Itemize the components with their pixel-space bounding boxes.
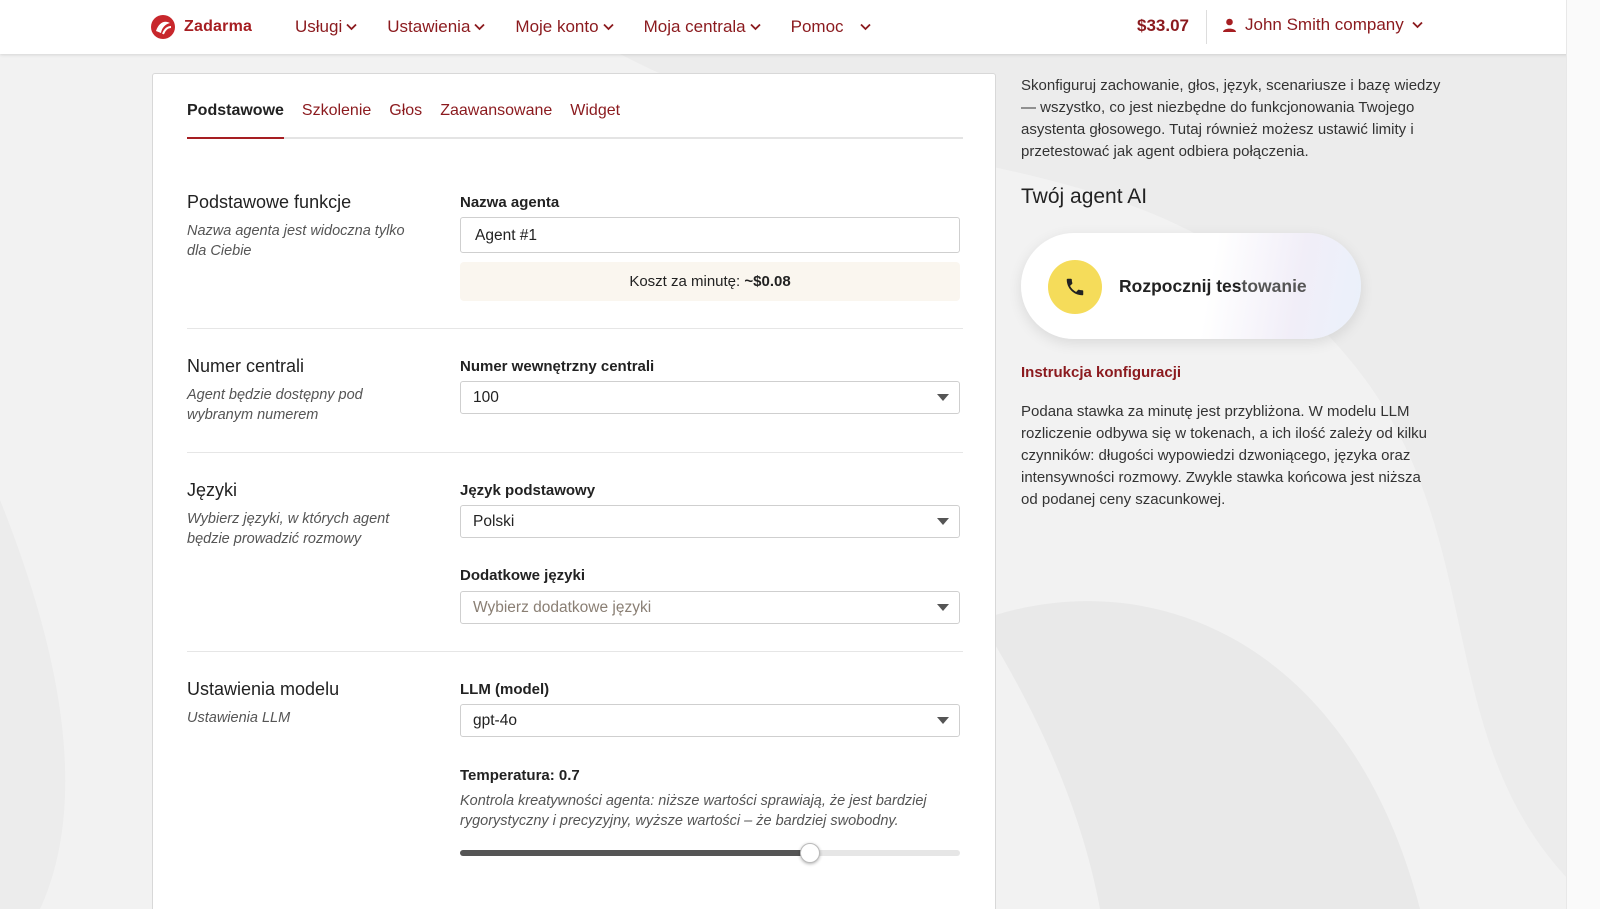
nav-item-label: Usługi: [295, 17, 343, 36]
slider-thumb[interactable]: [800, 843, 820, 863]
nav-item-label: Pomoc: [790, 17, 844, 36]
section-title: Ustawienia modelu: [187, 679, 340, 699]
section-description: Nazwa agenta jest widoczna tylko dla Ciebie: [187, 223, 405, 259]
chevron-down-icon: [603, 23, 614, 31]
agent-name-label: Nazwa agenta: [460, 194, 560, 211]
primary-language-label: Język podstawowy: [460, 482, 596, 499]
logo-text: Zadarma: [184, 18, 253, 35]
section-description: Wybierz języki, w których agent będzie prowadzić rozmowy: [187, 511, 390, 547]
cost-per-minute: [460, 262, 960, 301]
temperature-label: Temperatura: 0.7: [460, 767, 580, 784]
section-title: Języki: [187, 480, 238, 500]
temperature-slider[interactable]: [460, 850, 960, 856]
chevron-down-icon: [474, 23, 485, 31]
chevron-down-icon: [860, 23, 871, 31]
section-divider: [187, 651, 963, 652]
pricing-note: Podana stawka za minutę jest przybliżona. W modelu LLM rozliczenie odbywa się w tokenach, a ich ilość zależy od kilku czynników: długości wypowiedzi dzwoniącego, języka oraz intensywności rozmowy. Zwykle stawka końcowa jest niższa od podanej ceny szacunkowej.: [1021, 403, 1428, 508]
cost-label: Koszt za minutę:: [629, 273, 741, 290]
right-panel: [1021, 75, 1441, 508]
additional-languages-placeholder: Wybierz dodatkowe języki: [473, 599, 652, 616]
account-menu[interactable]: [1222, 15, 1423, 35]
caret-down-icon: [937, 518, 949, 525]
section-title: Podstawowe funkcje: [187, 192, 352, 212]
test-label-main: Rozpocznij tes: [1119, 276, 1242, 296]
extension-label: Numer wewnętrzny centrali: [460, 358, 655, 375]
section-description: Ustawienia LLM: [187, 710, 291, 726]
nav-item-label: Moja centrala: [643, 17, 746, 36]
tab-zaawansowane[interactable]: Zaawansowane: [440, 102, 553, 119]
section-description: Agent będzie dostępny pod wybranym numerem: [187, 387, 363, 423]
nav-item-pomoc[interactable]: [791, 17, 871, 37]
start-testing-label: [1119, 276, 1307, 297]
user-icon: [1222, 18, 1237, 33]
slider-fill: [460, 850, 810, 856]
primary-language-select[interactable]: [460, 505, 960, 538]
primary-language-value: Polski: [473, 513, 515, 530]
extension-value: 100: [473, 389, 499, 406]
test-label-fade: towanie: [1241, 276, 1307, 296]
agent-title: Twój agent AI: [1021, 185, 1148, 208]
nav-item-uslugi[interactable]: [295, 17, 357, 37]
caret-down-icon: [937, 717, 949, 724]
chevron-down-icon: [750, 23, 761, 31]
phone-icon: [1064, 276, 1086, 298]
page-scrollbar[interactable]: [1566, 0, 1600, 909]
cost-value: ~$0.08: [744, 273, 791, 290]
configuration-guide-link[interactable]: Instrukcja konfiguracji: [1021, 364, 1182, 381]
main-nav: [295, 0, 901, 54]
section-divider: [187, 328, 963, 329]
caret-down-icon: [937, 394, 949, 401]
agent-settings-card: [152, 73, 996, 909]
tab-widget[interactable]: Widget: [570, 102, 621, 119]
top-navbar: [0, 0, 1600, 54]
nav-item-moja-centrala[interactable]: [644, 17, 761, 37]
account-balance[interactable]: $33.07: [1137, 16, 1189, 35]
nav-divider: [1206, 10, 1207, 44]
nav-item-ustawienia[interactable]: [387, 17, 485, 37]
intro-text: Skonfiguruj zachowanie, głos, język, scenariusze i bazę wiedzy — wszystko, co jest niezbędne do funkcjonowania Twojego asystenta głosowego. Tutaj również możesz ustawić limity i przetestować jak agent odbiera połączenia.: [1021, 77, 1441, 160]
llm-label: LLM (model): [460, 681, 550, 698]
account-name: John Smith company: [1245, 15, 1404, 34]
nav-item-label: Ustawienia: [387, 17, 471, 36]
section-title: Numer centrali: [187, 356, 305, 376]
agent-name-input[interactable]: Agent #1: [460, 217, 960, 253]
settings-tabs: [187, 74, 963, 139]
tab-podstawowe[interactable]: Podstawowe: [187, 102, 284, 139]
caret-down-icon: [937, 604, 949, 611]
llm-value: gpt-4o: [473, 712, 517, 729]
nav-item-label: Moje konto: [515, 17, 599, 36]
chevron-down-icon: [1412, 21, 1423, 29]
phone-button: [1048, 260, 1102, 314]
zadarma-logo-icon: [150, 14, 176, 40]
tab-szkolenie[interactable]: Szkolenie: [301, 102, 372, 119]
nav-item-moje-konto[interactable]: [515, 17, 613, 37]
tab-glos[interactable]: Głos: [389, 102, 423, 119]
extension-select[interactable]: [460, 381, 960, 414]
additional-languages-label: Dodatkowe języki: [460, 567, 586, 584]
llm-select[interactable]: [460, 704, 960, 737]
chevron-down-icon: [346, 23, 357, 31]
temperature-description: Kontrola kreatywności agenta: niższe wartości sprawiają, że jest bardziej rygorystyczny i precyzyjny, wyższe wartości – że bardziej swobodny.: [460, 793, 927, 829]
logo[interactable]: [150, 14, 252, 40]
section-divider: [187, 452, 963, 453]
start-testing-button[interactable]: [1021, 233, 1361, 339]
additional-languages-select[interactable]: [460, 591, 960, 624]
